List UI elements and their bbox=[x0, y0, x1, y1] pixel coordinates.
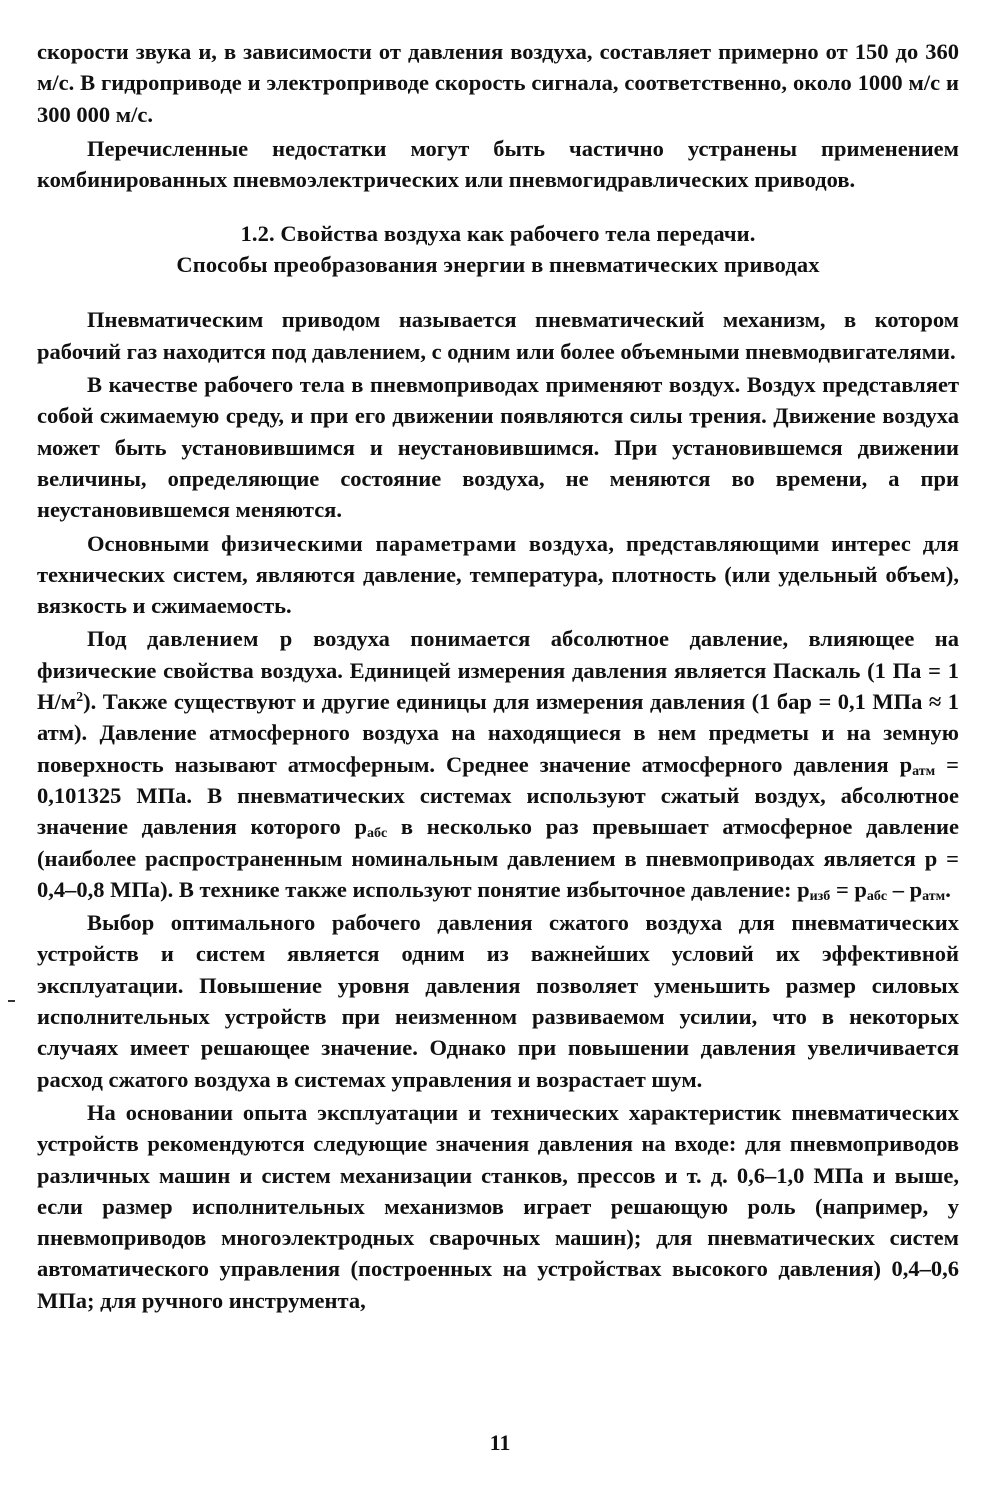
subscript-abs: абс bbox=[367, 826, 388, 842]
params-text-start: Основными bbox=[87, 530, 222, 556]
section-heading-line2: Способы преобразования энергии в пневматических приводах bbox=[176, 252, 820, 278]
pressure-term: давлением р bbox=[146, 626, 293, 652]
paragraph-pressure-choice: Выбор оптимального рабочего давления сжатого воздуха для пневматических устройств и систем является одним из важнейших условий их эффективной эксплуатации. Повышение уровня давления позволяет уменьшить размер силовых исполнительных устройств при неизменном развиваемом усилии, что в некоторых случаях имеет решающее значение. Однако при повышении давления увеличивается расход сжатого воздуха в системах управления и возрастает шум. bbox=[37, 910, 959, 1092]
pressure-text-7: – р bbox=[887, 876, 923, 902]
paragraph-working-body: В качестве рабочего тела в пневмоприводах применяют воздух. Воздух представляет собой сжимаемую среду, и при его движении появляются силы трения. Движение воздуха может быть установившимся и неустановившимся. При установившемся движении величины, определяющие состояние воздуха, не меняются во времени, а при неустановившемся меняются. bbox=[37, 372, 959, 523]
page-body bbox=[37, 36, 959, 1316]
section-heading bbox=[37, 218, 959, 280]
pressure-text-5: в несколько раз превышает атмосферное давление (наиболее распространенным номинальным давлением в пневмоприводах является р = 0,4–0,8 МПа). В технике также используют понятие избыточное давление: р bbox=[37, 814, 959, 902]
pressure-text-8: . bbox=[945, 876, 951, 902]
subscript-izb: изб bbox=[809, 888, 831, 904]
superscript-squared: 2 bbox=[76, 690, 84, 706]
pressure-text-4: = 0,101325 МПа. В пневматических системах используют сжатый воздух, абсолютное значение давления которого р bbox=[37, 751, 960, 840]
pressure-text-6: = р bbox=[830, 876, 867, 902]
params-text-end: , представляющими интерес для технических систем, являются давление, температура, плотность (или удельный объем), вязкость и сжимаемость. bbox=[37, 530, 959, 619]
pressure-text-2: воздуха понимается абсолютное давление, влияющее на физические свойства воздуха. Единицей измерения давления является Паскаль (1 Па = 1 Н/м bbox=[37, 626, 960, 715]
page-number: 11 bbox=[489, 1430, 511, 1455]
paragraph-recommendations: На основании опыта эксплуатации и технических характеристик пневматических устройств рекомендуются следующие значения давления на входе: для пневмоприводов различных машин и систем механизации станков, прессов и т. д. 0,6–1,0 МПа и выше, если размер исполнительных механизмов играет решающую роль (например, у пневмоприводов многоэлектродных сварочных машин); для пневматических систем автоматического управления (построенных на устройствах высокого давления) 0,4–0,6 МПа; для ручного инструмента, bbox=[37, 1099, 959, 1313]
paragraph-pressure bbox=[37, 623, 959, 905]
margin-dash-mark bbox=[8, 1000, 15, 1002]
section-heading-line1: 1.2. Свойства воздуха как рабочего тела передачи. bbox=[240, 221, 756, 247]
pressure-text-1: Под bbox=[87, 626, 147, 652]
pressure-text-3: ). Также существуют и другие единицы для измерения давления (1 бар = 0,1 МПа ≈ 1 атм). Давление атмосферного воздуха на находящиеся в нем предметы и на земную поверхность называют атмосферным. Среднее значение атмосферного давления р bbox=[37, 689, 959, 777]
paragraph-drawbacks: Перечисленные недостатки могут быть частично устранены применением комбинированных пневмоэлектрических или пневмогидравлических приводов. bbox=[37, 135, 959, 193]
params-emphasis: физическими параметрами воздуха bbox=[221, 530, 609, 556]
subscript-abs-2: абс bbox=[866, 888, 888, 904]
paragraph-intro: скорости звука и, в зависимости от давления воздуха, составляет примерно от 150 до 360 м/с. В гидроприводе и электроприводе скорость сигнала, соответственно, около 1000 м/с и 300 000 м/с. bbox=[37, 39, 959, 127]
paragraph-physical-params bbox=[37, 528, 959, 622]
subscript-atm-2: атм bbox=[922, 888, 946, 904]
paragraph-definition: Пневматическим приводом называется пневматический механизм, в котором рабочий газ находится под давлением, с одним или более объемными пневмодвигателями. bbox=[37, 307, 959, 364]
subscript-atm: атм bbox=[912, 763, 936, 779]
